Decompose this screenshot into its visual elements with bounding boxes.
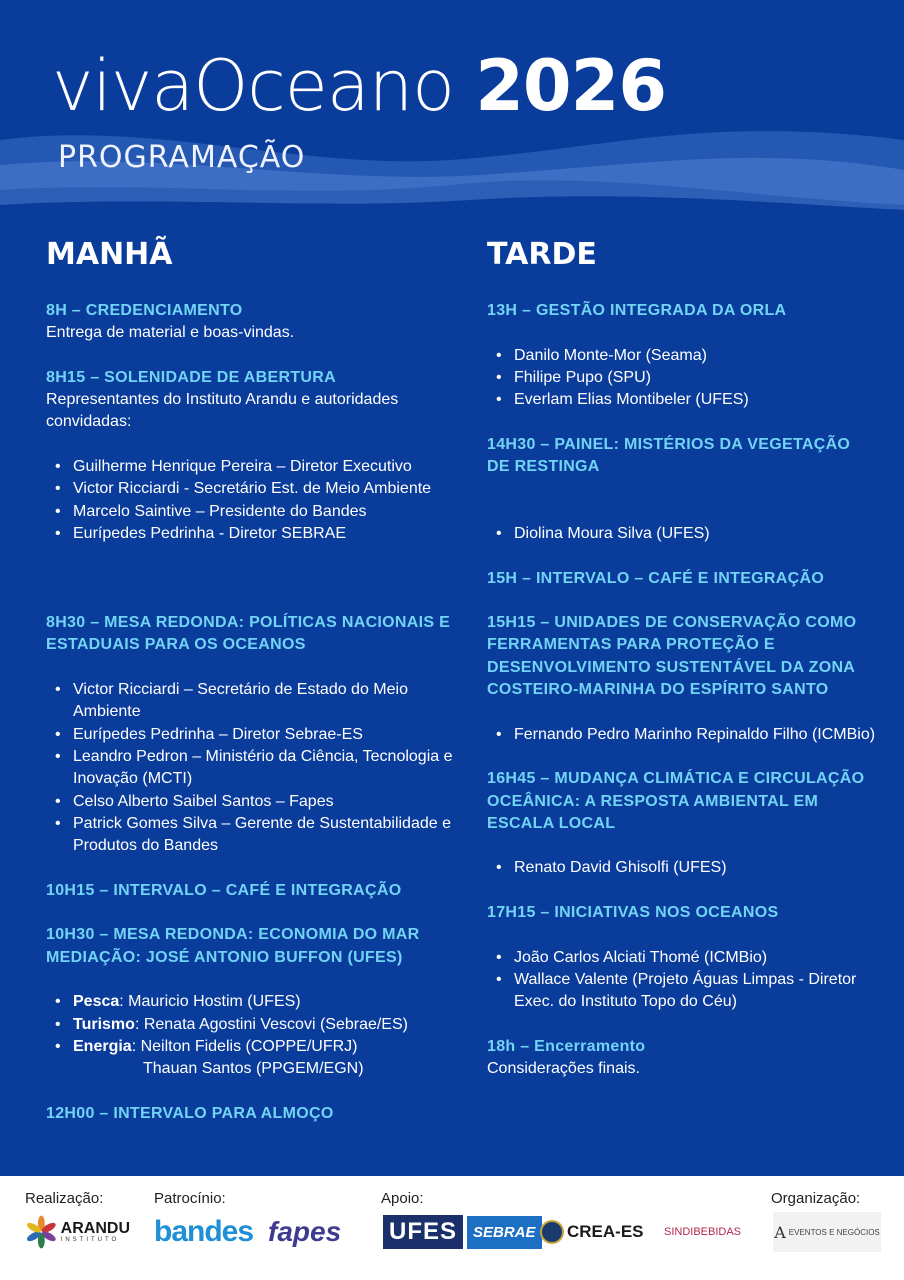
list-item: • Victor Ricciardi - Secretário Est. de Meio Ambiente [46,478,466,500]
arandu-flower-icon [25,1213,58,1251]
list-item: • Celso Alberto Saibel Santos – Fapes [46,791,466,813]
item-text: Representantes do Instituto Arandu e autoridades convidadas: [46,391,399,431]
bandes-logo [154,1212,258,1252]
item-title: 15H – INTERVALO – CAFÉ E INTEGRAÇÃO [487,569,825,587]
list-item: • Marcelo Saintive – Presidente do Bandes [46,501,466,523]
label-apoio: Apoio: [381,1190,424,1207]
header [52,46,666,126]
label-patrocinio: Patrocínio: [154,1190,226,1207]
schedule-item [487,434,877,545]
schedule-item [487,612,877,746]
item-title: 14H30 – PAINEL: MISTÉRIOS DA VEGETAÇÃO DE RESTINGA [487,435,851,476]
schedule-item [46,367,466,545]
speaker-list [487,523,877,545]
item-title: 10H30 – MESA REDONDA: ECONOMIA DO MAR [46,926,420,944]
bandes-wordmark: bandes [154,1215,254,1248]
sindibebidas-logo [664,1212,756,1252]
label-realizacao: Realização: [25,1190,104,1207]
list-item: • Eurípedes Pedrinha - Diretor SEBRAE [46,523,466,545]
page-subtitle: PROGRAMAÇÃO [58,140,306,175]
speaker-list [46,679,466,857]
item-title: 15H15 – UNIDADES DE CONSERVAÇÃO COMO FERRAMENTAS PARA PROTEÇÃO E DESENVOLVIMENTO SUSTENTÁVEL DA ZONA COSTEIRO-MARINHA DO ESPÍRITO SANTO [487,614,857,699]
item-title: 8H15 – SOLENIDADE DE ABERTURA [46,368,336,386]
sindibebidas-wordmark: SINDIBEBIDAS [664,1226,742,1238]
list-item: • Victor Ricciardi – Secretário de Estado do Meio Ambiente [46,679,466,724]
item-title: 16H45 – MUDANÇA CLIMÁTICA E CIRCULAÇÃO OCEÂNICA: A RESPOSTA AMBIENTAL EM ESCALA LOCAL [487,770,865,832]
sebrae-logo [467,1212,536,1252]
list-item: • Renato David Ghisolfi (UFES) [487,857,877,879]
item-title: 10H15 – INTERVALO – CAFÉ E INTEGRAÇÃO [46,881,402,899]
list-item: • Fernando Pedro Marinho Repinaldo Filho (ICMBio) [487,724,877,746]
schedule-item [46,300,466,345]
list-item: • Energia: Neilton Fidelis (COPPE/UFRJ) [46,1036,466,1058]
list-item: • Turismo: Renata Agostini Vescovi (Sebrae/ES) [46,1014,466,1036]
speaker-list [487,345,877,412]
fapes-wordmark: fapes [268,1216,342,1247]
item-text: Considerações finais. [487,1060,640,1078]
schedule-item [46,612,466,857]
list-item-continuation: Thauan Santos (PPGEM/EGN) [143,1060,364,1078]
speaker-list [487,724,877,746]
list-item: • Patrick Gomes Silva – Gerente de Sustentabilidade e Produtos do Bandes [46,813,466,858]
brand-year: 2026 [475,45,667,127]
list-item: • Leandro Pedron – Ministério da Ciência, Tecnologia e Inovação (MCTI) [46,746,466,791]
schedule-item [46,924,466,1080]
arandu-wordmark: ARANDU [60,1220,130,1237]
sponsor-footer [0,1176,904,1280]
item-title: 8H30 – MESA REDONDA: POLÍTICAS NACIONAIS E ESTADUAIS PARA OS OCEANOS [46,614,451,654]
list-item: • Eurípedes Pedrinha – Diretor Sebrae-ES [46,724,466,746]
ufes-wordmark: UFES [383,1215,463,1249]
item-title: 13H – GESTÃO INTEGRADA DA ORLA [487,302,787,319]
organizer-wordmark: EVENTOS E NEGÓCIOS [788,1227,880,1237]
schedule-item [46,880,466,902]
schedule-item [487,902,877,1013]
list-item: • João Carlos Alciati Thomé (ICMBio) [487,947,877,969]
item-title: 12H00 – INTERVALO PARA ALMOÇO [46,1104,334,1122]
list-item: • Everlam Elias Montibeler (UFES) [487,389,877,411]
item-text: Entrega de material e boas-vindas. [46,324,295,342]
morning-column [46,238,466,1147]
list-item: • Danilo Monte-Mor (Seama) [487,345,877,367]
morning-heading: MANHÃ [46,237,173,272]
brand-name: vivaOceano [52,45,454,127]
arandu-sub: INSTITUTO [60,1237,120,1243]
speaker-list [487,857,877,879]
organizer-mark-icon: A [774,1222,786,1242]
item-title: 18h – Encerramento [487,1037,646,1055]
label-organizacao: Organização: [771,1190,861,1207]
speaker-list [46,456,466,545]
fapes-logo [268,1212,358,1252]
item-title: 8H – CREDENCIAMENTO [46,302,243,319]
schedule-item [46,1103,466,1125]
list-item: • Pesca: Mauricio Hostim (UFES) [46,991,466,1013]
schedule-item [487,568,877,590]
afternoon-heading: TARDE [487,237,597,272]
sebrae-wordmark: SEBRAE [467,1216,542,1249]
item-title: 17H15 – INICIATIVAS NOS OCEANOS [487,904,779,922]
list-item: • Wallace Valente (Projeto Águas Limpas - Diretor Exec. do Instituto Topo do Céu) [487,969,877,1014]
crea-seal-icon [540,1220,564,1244]
list-item: • Guilherme Henrique Pereira – Diretor Executivo [46,456,466,478]
crea-logo [540,1212,652,1252]
speaker-list [46,991,466,1058]
schedule-item [487,768,877,879]
crea-wordmark: CREA-ES [567,1222,644,1241]
arandu-logo [25,1212,130,1252]
ufes-logo [383,1212,458,1252]
list-item: • Fhilipe Pupo (SPU) [487,367,877,389]
speaker-list [487,947,877,1014]
organizer-logo [773,1212,881,1252]
list-item: • Diolina Moura Silva (UFES) [487,523,877,545]
event-title [52,46,666,126]
afternoon-column [487,238,877,1103]
schedule-item [487,300,877,411]
item-title: MEDIAÇÃO: JOSÉ ANTONIO BUFFON (UFES) [46,948,403,966]
schedule-item [487,1036,877,1081]
